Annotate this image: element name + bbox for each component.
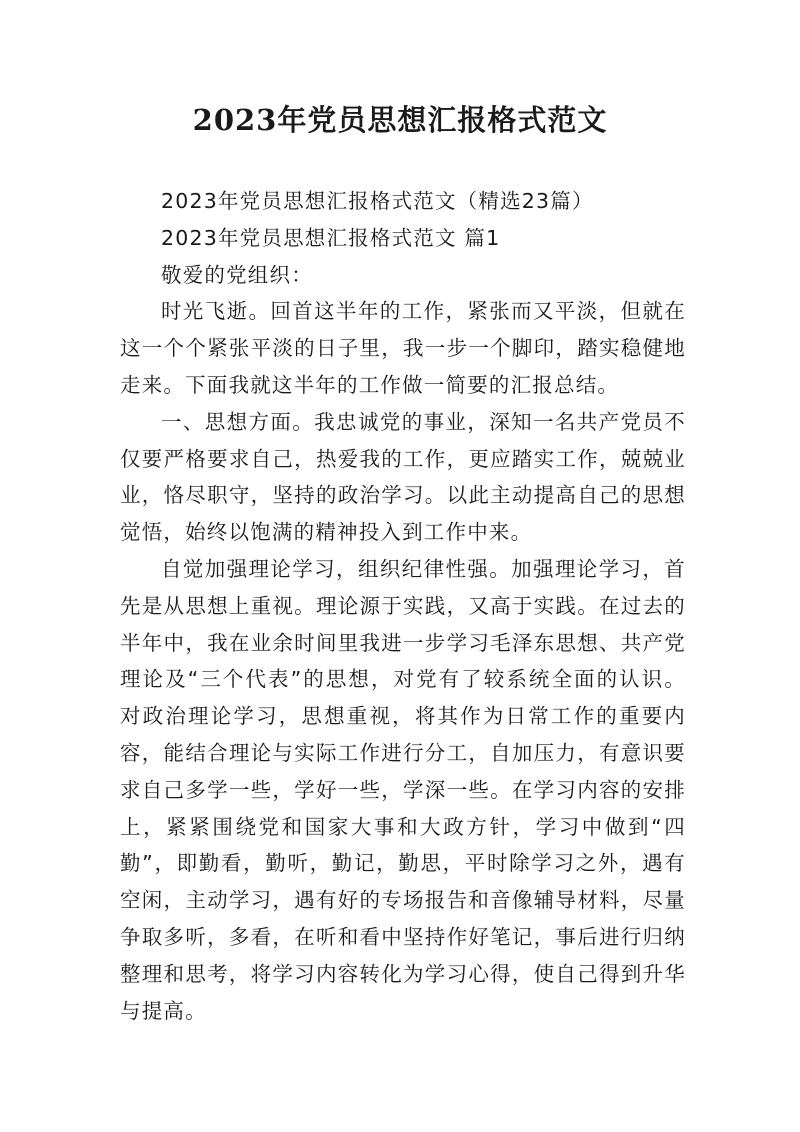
section-heading-paragraph: 2023年党员思想汇报格式范文 篇1: [161, 225, 501, 250]
salutation-paragraph: 敬爱的党组织：: [161, 262, 313, 287]
document-body: [120, 183, 686, 1029]
body-paragraph: 一、思想方面。我忠诚党的事业，深知一名共产党员不仅要严格要求自己，热爱我的工作，更应踏实工作，兢兢业业，恪尽职守，坚持的政治学习。以此主动提高自己的思想觉悟，始终以饱满的精神投入到工作中来。: [120, 409, 686, 545]
body-paragraph: 自觉加强理论学习，组织纪律性强。加强理论学习，首先是从思想上重视。理论源于实践，又高于实践。在过去的半年中，我在业余时间里我进一步学习毛泽东思想、共产党理论及“三个代表”的思想，对党有了较系统全面的认识。对政治理论学习，思想重视，将其作为日常工作的重要内容，能结合理论与实际工作进行分工，自加压力，有意识要求自己多学一些，学好一些，学深一些。在学习内容的安排上，紧紧围绕党和国家大事和大政方针，学习中做到“四勤”，即勤看，勤听，勤记，勤思，平时除学习之外，遇有空闲，主动学习，遇有好的专场报告和音像辅导材料，尽量争取多听，多看，在听和看中坚持作好笔记，事后进行归纳整理和思考，将学习内容转化为学习心得，使自己得到升华与提高。: [120, 556, 686, 1023]
document-title: 2023年党员思想汇报格式范文: [192, 103, 608, 137]
subtitle-paragraph: 2023年党员思想汇报格式范文（精选23篇）: [161, 189, 594, 213]
body-paragraph: 时光飞逝。回首这半年的工作，紧张而又平淡，但就在这一个个紧张平淡的日子里，我一步一个脚印，踏实稳健地走来。下面我就这半年的工作做一简要的汇报总结。: [120, 299, 686, 397]
